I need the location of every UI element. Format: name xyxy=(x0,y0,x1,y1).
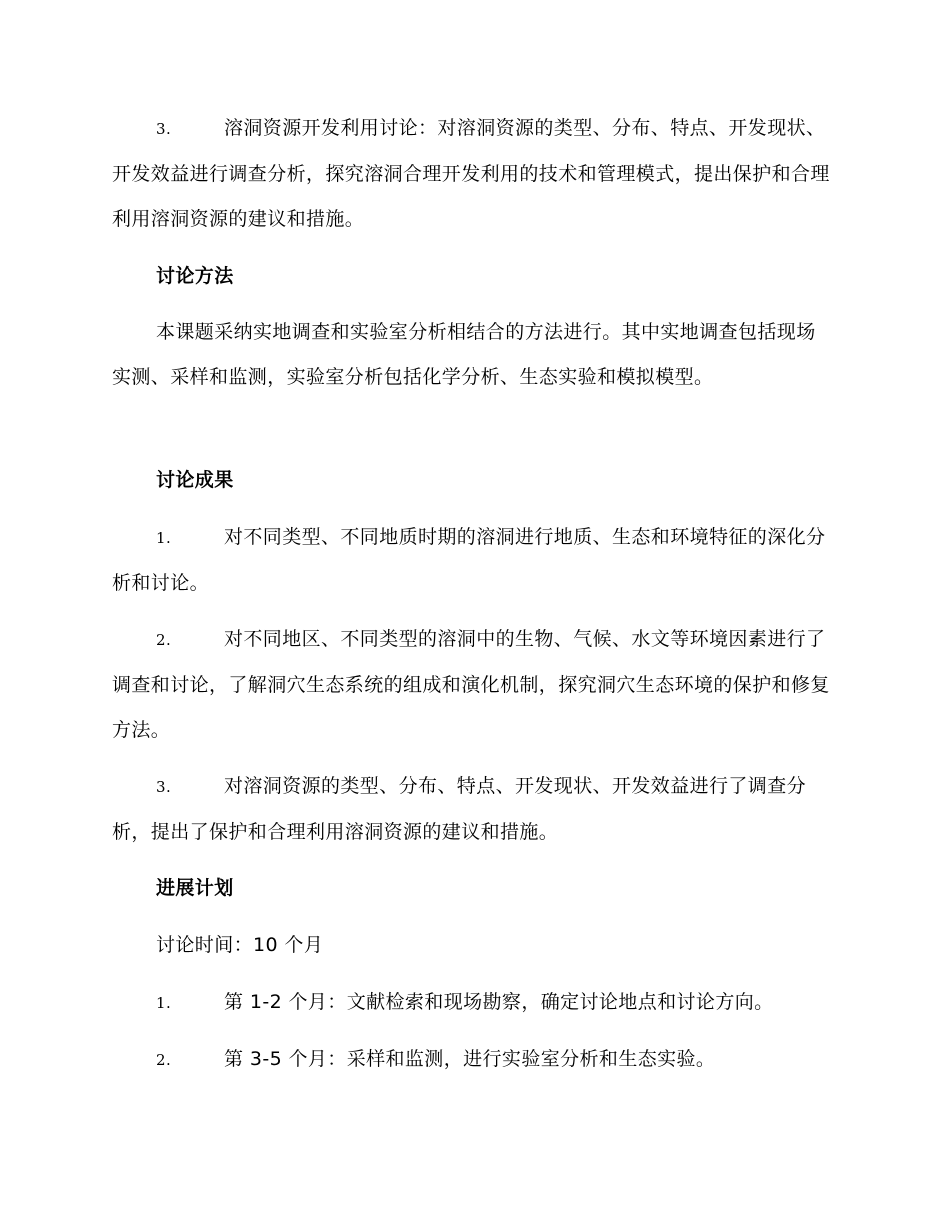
list-text: 第 1-2 个月：文献检索和现场勘察，确定讨论地点和讨论方向。 xyxy=(224,991,774,1013)
list-item xyxy=(112,515,834,606)
list-text: 对不同地区、不同类型的溶洞中的生物、气候、水文等环境因素进行了调查和讨论，了解洞穴生态系统的组成和演化机制，探究洞穴生态环境的保护和修复方法。 xyxy=(112,628,830,741)
list-number: 3. xyxy=(156,778,172,796)
list-text: 对溶洞资源的类型、分布、特点、开发现状、开发效益进行了调查分析，提出了保护和合理利用溶洞资源的建议和措施。 xyxy=(112,775,807,843)
list-text: 对不同类型、不同地质时期的溶洞进行地质、生态和环境特征的深化分析和讨论。 xyxy=(112,526,826,594)
list-item xyxy=(156,980,774,1026)
plan-duration: 讨论时间：10 个月 xyxy=(156,934,324,956)
section-heading-plan: 进展计划 xyxy=(156,877,234,899)
list-text: 溶洞资源开发利用讨论：对溶洞资源的类型、分布、特点、开发现状、开发效益进行调查分析，探究溶洞合理开发利用的技术和管理模式，提出保护和合理利用溶洞资源的建议和措施。 xyxy=(112,117,830,230)
list-text: 第 3-5 个月：采样和监测，进行实验室分析和生态实验。 xyxy=(224,1048,716,1070)
list-number: 3. xyxy=(156,120,172,138)
section-heading-method: 讨论方法 xyxy=(156,265,234,287)
list-item xyxy=(112,617,834,753)
list-item xyxy=(112,764,834,855)
method-paragraph: 本课题采纳实地调查和实验室分析相结合的方法进行。其中实地调查包括现场实测、采样和监测，实验室分析包括化学分析、生态实验和模拟模型。 xyxy=(112,321,816,388)
list-number: 1. xyxy=(156,529,172,547)
list-number: 2. xyxy=(156,1051,172,1069)
list-number: 1. xyxy=(156,994,172,1012)
list-number: 2. xyxy=(156,631,172,649)
section-heading-results: 讨论成果 xyxy=(156,469,234,491)
list-item xyxy=(156,1037,715,1083)
list-item xyxy=(112,106,834,242)
